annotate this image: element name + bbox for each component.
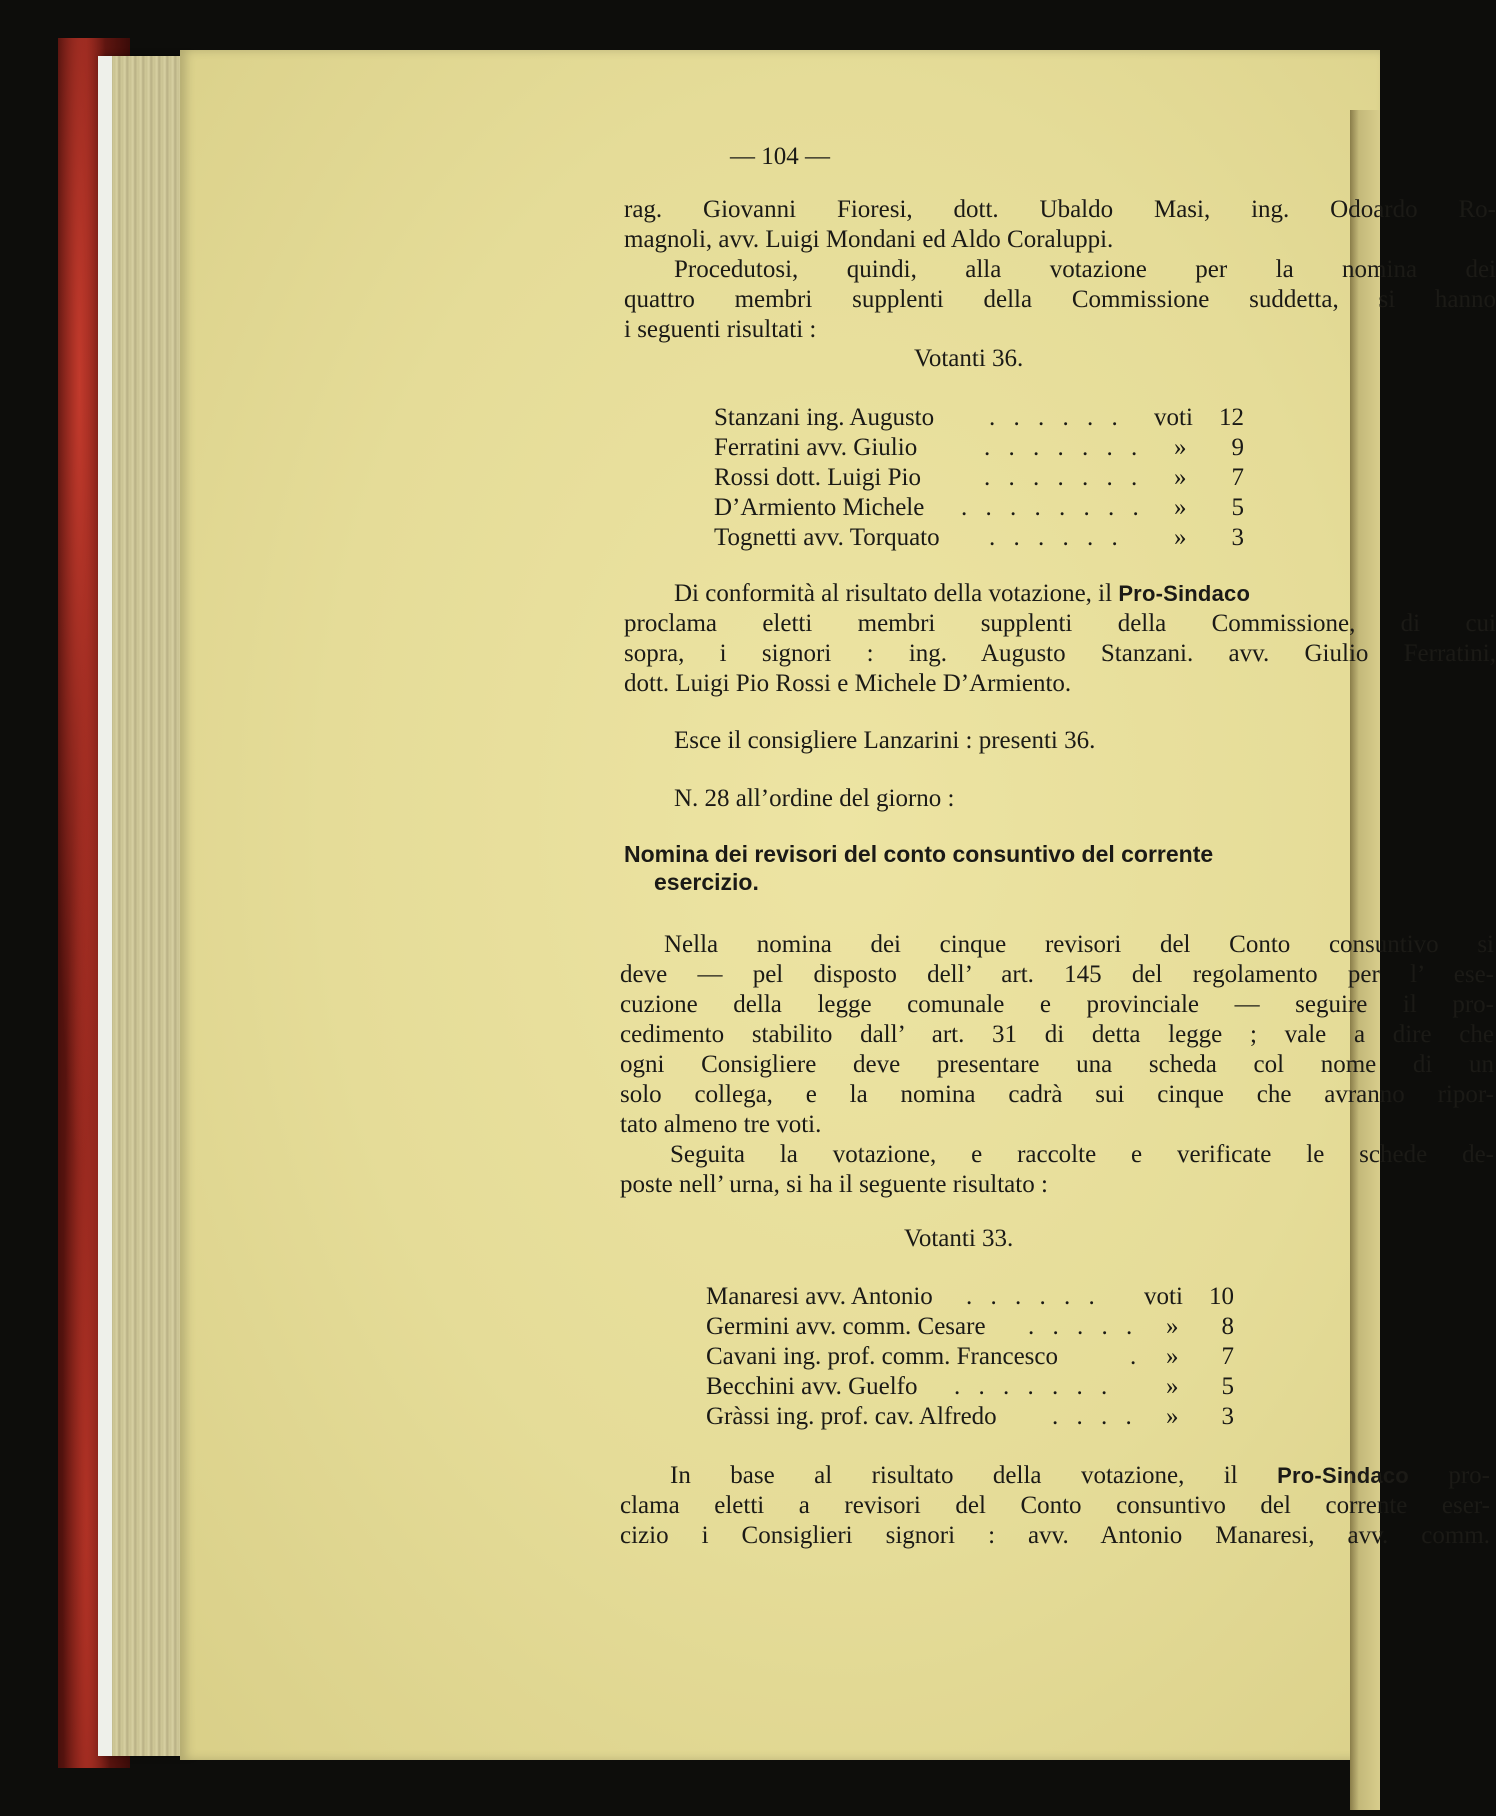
text-span: pro- — [1448, 1462, 1491, 1489]
votes-label: voti — [1144, 1283, 1183, 1310]
votes-label: » — [1166, 1403, 1179, 1430]
leader-dots: . — [1130, 1343, 1143, 1370]
text-line: proclama eletti membri supplenti della Commissione, di cui — [624, 610, 1496, 637]
pro-sindaco-label: Pro-Sindaco — [1118, 581, 1251, 606]
vote-count: 12 — [1219, 404, 1244, 431]
text-line: dott. Luigi Pio Rossi e Michele D’Armiento. — [624, 670, 1072, 697]
votanti-label: Votanti 33. — [904, 1225, 1014, 1252]
text-line: Nella nomina dei cinque revisori del Conto consuntivo si — [664, 931, 1494, 958]
candidate-name: D’Armiento Michele — [714, 494, 925, 521]
leader-dots: . . . . . . . . — [961, 494, 1145, 521]
text-line: Esce il consigliere Lanzarini : presenti 36. — [674, 727, 1096, 754]
leader-dots: . . . . . . — [989, 524, 1124, 551]
leader-dots: . . . . — [1052, 1403, 1138, 1430]
text-line: cuzione della legge comunale e provinciale — seguire il pro- — [620, 991, 1494, 1018]
vote-count: 10 — [1209, 1283, 1234, 1310]
text-line — [674, 579, 1250, 609]
text-line: solo collega, e la nomina cadrà sui cinque che avranno ripor- — [620, 1081, 1494, 1108]
text-span: In base al risultato della votazione, il — [670, 1462, 1238, 1489]
leader-dots: . . . . . — [1028, 1313, 1139, 1340]
vote-count: 7 — [1221, 1343, 1234, 1370]
section-heading: Nomina dei revisori del conto consuntivo del corrente — [624, 841, 1214, 867]
vote-count: 5 — [1231, 494, 1244, 521]
text-line: sopra, i signori : ing. Augusto Stanzani. avv. Giulio Ferratini, — [624, 640, 1496, 667]
vote-count: 3 — [1221, 1403, 1234, 1430]
leader-dots: . . . . . . . — [984, 434, 1144, 461]
pro-sindaco-label: Pro-Sindaco — [1277, 1463, 1409, 1488]
candidate-name: Tognetti avv. Torquato — [714, 524, 940, 551]
text-line: Procedutosi, quindi, alla votazione per la nomina dei — [674, 256, 1496, 283]
candidate-name: Manaresi avv. Antonio — [706, 1283, 933, 1310]
votes-label: » — [1174, 524, 1187, 551]
text-line: ogni Consigliere deve presentare una scheda col nome di un — [620, 1051, 1494, 1078]
page-number: — 104 — — [730, 143, 830, 170]
candidate-name: Ferratini avv. Giulio — [714, 434, 918, 461]
candidate-name: Gràssi ing. prof. cav. Alfredo — [706, 1403, 997, 1430]
vote-count: 8 — [1221, 1313, 1234, 1340]
text-line: tato almeno tre voti. — [620, 1111, 822, 1138]
votes-label: » — [1166, 1343, 1179, 1370]
candidate-name: Stanzani ing. Augusto — [714, 404, 935, 431]
leader-dots: . . . . . . . — [984, 464, 1144, 491]
text-line: rag. Giovanni Fioresi, dott. Ubaldo Masi, ing. Odoardo Ro- — [624, 196, 1496, 223]
candidate-name: Germini avv. comm. Cesare — [706, 1313, 986, 1340]
text-line: i seguenti risultati : — [624, 316, 817, 343]
text-line: poste nell’ urna, si ha il seguente risultato : — [620, 1171, 1048, 1198]
text-line: cizio i Consiglieri signori : avv. Antonio Manaresi, avv. comm. — [620, 1522, 1490, 1549]
text-line: cedimento stabilito dall’ art. 31 di detta legge ; vale a dire che — [620, 1021, 1494, 1048]
text-line: magnoli, avv. Luigi Mondani ed Aldo Coraluppi. — [624, 226, 1114, 253]
section-heading: esercizio. — [654, 869, 759, 895]
candidate-name: Cavani ing. prof. comm. Francesco — [706, 1343, 1058, 1370]
votes-label: » — [1166, 1373, 1179, 1400]
text-line: clama eletti a revisori del Conto consuntivo del corrente eser- — [620, 1492, 1490, 1519]
vote-count: 7 — [1231, 464, 1244, 491]
text-line: Seguita la votazione, e raccolte e verificate le schede de- — [670, 1141, 1494, 1168]
text-line — [670, 1461, 1490, 1491]
text-line: N. 28 all’ordine del giorno : — [674, 785, 955, 812]
votes-label: » — [1174, 464, 1187, 491]
candidate-name: Rossi dott. Luigi Pio — [714, 464, 921, 491]
votanti-label: Votanti 36. — [914, 345, 1024, 372]
text-line: quattro membri supplenti della Commissione suddetta, si hanno — [624, 286, 1496, 313]
leader-dots: . . . . . . — [989, 404, 1124, 431]
book-page — [180, 50, 1496, 1760]
votes-label: voti — [1154, 404, 1193, 431]
votes-label: » — [1174, 434, 1187, 461]
vote-count: 5 — [1221, 1373, 1234, 1400]
page-stack-edges — [98, 56, 190, 1756]
votes-label: » — [1174, 494, 1187, 521]
vote-count: 3 — [1231, 524, 1244, 551]
vote-count: 9 — [1231, 434, 1244, 461]
leader-dots: . . . . . . . — [954, 1373, 1114, 1400]
votes-label: » — [1166, 1313, 1179, 1340]
leader-dots: . . . . . . — [966, 1283, 1101, 1310]
text-span: Di conformità al risultato della votazione, il — [674, 580, 1113, 607]
candidate-name: Becchini avv. Guelfo — [706, 1373, 918, 1400]
text-line: deve — pel disposto dell’ art. 145 del regolamento per l’ ese- — [620, 961, 1494, 988]
